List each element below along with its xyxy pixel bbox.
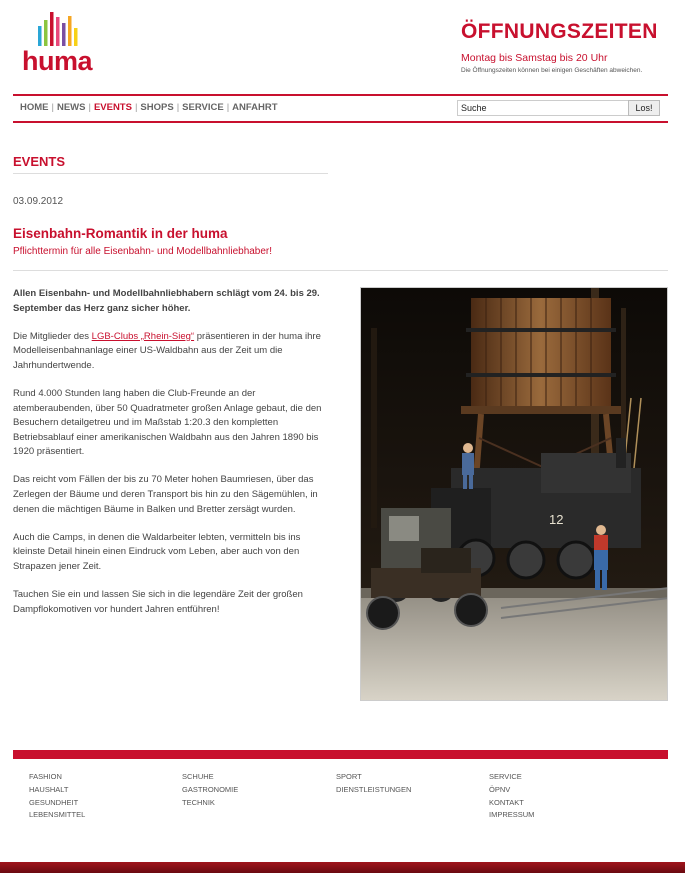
main-nav [20, 102, 278, 113]
lgb-club-link[interactable]: LGB-Clubs „Rhein-Sieg“ [91, 330, 195, 342]
footer-link-impressum[interactable]: IMPRESSUM [489, 810, 535, 820]
nav-item-shops[interactable]: SHOPS [140, 102, 174, 113]
nav-item-events[interactable]: EVENTS [93, 102, 132, 113]
opening-hours [461, 20, 681, 74]
main-navbar [13, 94, 668, 123]
article-paragraph: Auch die Camps, in denen die Waldarbeiter lebten, vermitteln bis ins kleinste Detail hinein einen Eindruck vom Leben, aber auch von den Strapazen jener Zeit. [13, 531, 301, 572]
footer-column-2 [182, 771, 238, 809]
section-title: EVENTS [13, 154, 328, 174]
paragraph-text: präsentieren in der huma ihre Modelleisenbahnanlage einer US-Waldbahn aus der Zeit um die Jahrhundertwende. [13, 330, 321, 371]
nav-separator: | [226, 102, 230, 113]
article-subtitle: Pflichttermin für alle Eisenbahn- und Modellbahnliebhaber! [13, 246, 273, 257]
colored-bars-logo-icon [38, 12, 78, 46]
article-paragraph: Das reicht vom Fällen der bis zu 70 Meter hohen Baumriesen, über das Zerlegen der Bäume und deren Transport bis hin zu den Sägemühlen, in denen die mächtigen Bäume in Balken und Bretter zersägt wurden. [13, 474, 318, 515]
article-photo [360, 287, 668, 701]
footer-column-1 [29, 771, 85, 822]
article-body [13, 287, 335, 631]
footer-column-3 [336, 771, 411, 797]
opening-hours-line: Montag bis Samstag bis 20 Uhr [461, 52, 608, 64]
footer-link-service[interactable]: SERVICE [489, 772, 522, 781]
article-paragraph: Tauchen Sie ein und lassen Sie sich in die legendäre Zeit der großen Dampflokomotiven vor hundert Jahren entführen! [13, 589, 303, 615]
footer-link-technik[interactable]: TECHNIK [182, 797, 215, 807]
model-railway-image [361, 288, 668, 701]
footer-link-sport[interactable]: SPORT [336, 772, 362, 781]
nav-separator: | [176, 102, 180, 113]
search-button[interactable]: Los! [628, 100, 660, 116]
article-paragraph: Rund 4.000 Stunden lang haben die Club-Freunde an der atemberaubenden, über 50 Quadratmeter großen Anlage gebaut, die den Besuchern detailgetreu und im Maßstab 1:20.3 den kompletten Betriebsablauf einer amerikanischen Waldbahn aus den Jahren 1890 bis 1920 präsentiert. [13, 387, 322, 458]
footer-column-4 [489, 771, 534, 822]
footer-link-kontakt[interactable]: KONTAKT [489, 797, 524, 807]
footer-link-dienstleistungen[interactable]: DIENSTLEISTUNGEN [336, 784, 412, 794]
opening-hours-note: Die Öffnungszeiten können bei einigen Geschäften abweichen. [461, 67, 643, 74]
nav-item-anfahrt[interactable]: ANFAHRT [232, 102, 278, 113]
nav-item-service[interactable]: SERVICE [182, 102, 224, 113]
footer-link-fashion[interactable]: FASHION [29, 772, 62, 781]
bottom-strip [0, 862, 685, 873]
nav-item-news[interactable]: NEWS [56, 102, 86, 113]
paragraph-text: Die Mitglieder des [13, 330, 92, 342]
opening-hours-title: ÖFFNUNGSZEITEN [461, 20, 658, 43]
footer-link-gesundheit[interactable]: GESUNDHEIT [29, 797, 79, 807]
nav-separator: | [51, 102, 54, 113]
footer-link-gastronomie[interactable]: GASTRONOMIE [182, 784, 239, 794]
locomotive-number: 12 [549, 512, 564, 527]
search-input[interactable] [457, 100, 629, 116]
nav-separator: | [134, 102, 138, 113]
article-divider [13, 270, 668, 271]
footer-link-schuhe[interactable]: SCHUHE [182, 772, 214, 781]
article-date: 03.09.2012 [13, 196, 64, 207]
logo-text: huma [22, 46, 93, 76]
article-paragraph [13, 330, 335, 374]
footer-link-haushalt[interactable]: HAUSHALT [29, 784, 69, 794]
article-title: Eisenbahn-Romantik in der huma [13, 226, 228, 241]
footer-link-oepnv[interactable]: ÖPNV [489, 784, 511, 794]
article-lead: Allen Eisenbahn- und Modellbahnliebhabern schlägt vom 24. bis 29. September das Herz ganz sicher höher. [13, 288, 320, 314]
nav-item-home[interactable]: HOME [20, 102, 49, 113]
footer-bar [13, 750, 668, 759]
huma-logo[interactable] [22, 12, 97, 76]
footer-link-lebensmittel[interactable]: LEBENSMITTEL [29, 810, 86, 820]
nav-separator: | [88, 102, 91, 113]
